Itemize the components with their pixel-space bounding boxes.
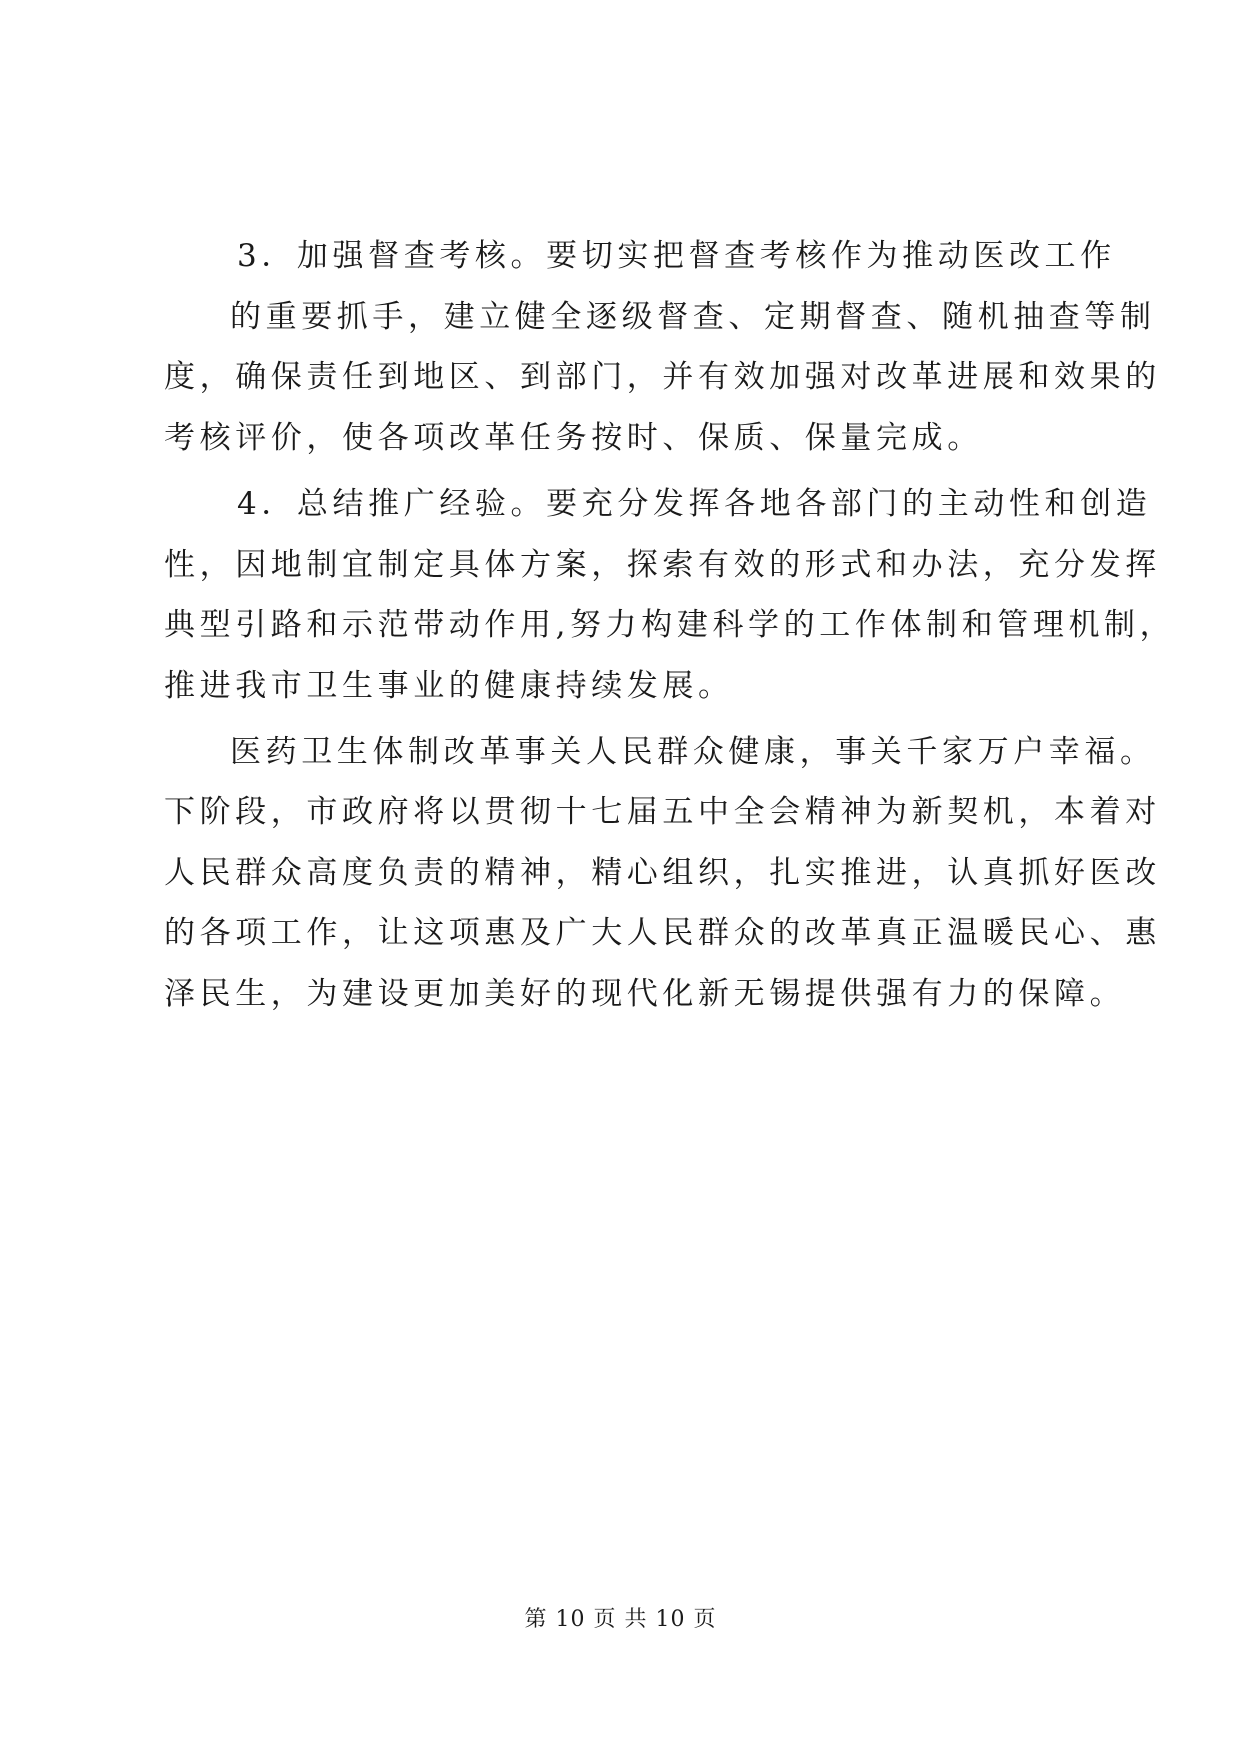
paragraph-line: 典型引路和示范带动作用,努力构建科学的工作体制和管理机制，: [164, 607, 1176, 643]
paragraph-line: 度，确保责任到地区、到部门，并有效加强对改革进展和效果的: [164, 359, 1161, 395]
paragraph-line: 考核评价，使各项改革任务按时、保质、保量完成。: [164, 420, 983, 456]
paragraph-line: 推进我市卫生事业的健康持续发展。: [164, 668, 734, 704]
paragraph-line: 3．加强督查考核。要切实把督查考核作为推动医改工作: [237, 238, 1116, 274]
paragraph-line: 泽民生，为建设更加美好的现代化新无锡提供强有力的保障。: [164, 976, 1126, 1012]
paragraph-line: 下阶段，市政府将以贯彻十七届五中全会精神为新契机，本着对: [164, 794, 1161, 830]
page-number-footer: 第 10 页 共 10 页: [524, 1607, 717, 1632]
paragraph-line: 4．总结推广经验。要充分发挥各地各部门的主动性和创造: [237, 486, 1152, 522]
paragraph-line: 人民群众高度负责的精神，精心组织，扎实推进，认真抓好医改: [164, 855, 1161, 891]
paragraph-line: 性，因地制宜制定具体方案，探索有效的形式和办法，充分发挥: [164, 547, 1161, 583]
paragraph-line: 医药卫生体制改革事关人民群众健康，事关千家万户幸福。: [230, 734, 1156, 770]
paragraph-line: 的各项工作，让这项惠及广大人民群众的改革真正温暖民心、惠: [164, 915, 1161, 951]
paragraph-line: 的重要抓手，建立健全逐级督查、定期督查、随机抽查等制: [230, 299, 1156, 335]
